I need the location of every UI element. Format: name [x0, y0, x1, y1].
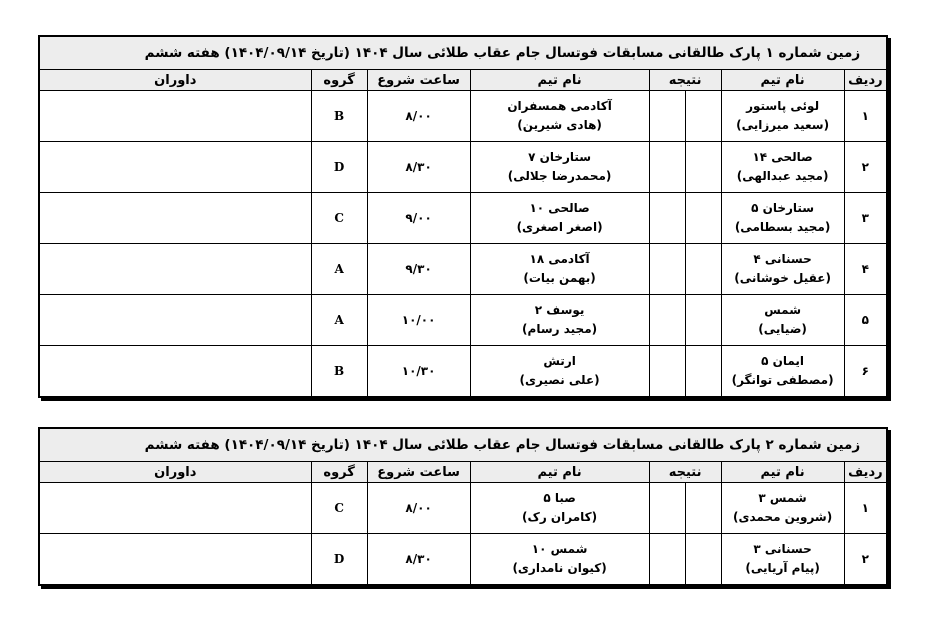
row-number: ۱ [844, 91, 887, 142]
team-a-cell [721, 193, 844, 244]
result-b-cell [649, 193, 685, 244]
table-row [39, 91, 887, 142]
header-team-name: نام تیم [721, 70, 844, 91]
team-a-name: شمس [764, 303, 801, 317]
header-referees: داوران [39, 70, 311, 91]
team-b-coach: (علی نصیری) [519, 372, 600, 387]
team-a-coach: (ضیایی) [758, 322, 807, 336]
header-team-name: نام تیم [721, 462, 844, 483]
group-cell: C [311, 483, 367, 534]
table-row [39, 142, 887, 193]
row-number: ۲ [844, 142, 887, 193]
group-cell: A [311, 244, 367, 295]
table-title: زمین شماره ۲ پارک طالقانی مسابقات فوتسال جام عقاب طلائی سال ۱۴۰۴ (تاریخ ۱۴۰۴/۰۹/۱۴) هفته ششم [39, 428, 887, 462]
row-number: ۱ [844, 483, 887, 534]
referees-cell [39, 244, 311, 295]
team-b-coach: (هادی شیرین) [517, 118, 602, 132]
team-a-cell [721, 244, 844, 295]
header-team-name: نام تیم [470, 70, 649, 91]
team-a-name: لوئی پاستور [746, 99, 820, 113]
team-b-cell [470, 244, 649, 295]
team-a-coach: (مجید عبدالهی) [736, 169, 829, 183]
team-a-coach: (پیام آریایی) [745, 560, 820, 575]
team-a-cell [721, 534, 844, 585]
team-a-cell [721, 483, 844, 534]
table-title: زمین شماره ۱ پارک طالقانی مسابقات فوتسال جام عقاب طلائی سال ۱۴۰۴ (تاریخ ۱۴۰۴/۰۹/۱۴) هفته ششم [39, 36, 887, 70]
referees-cell [39, 483, 311, 534]
team-b-coach: (کامران رک) [522, 510, 598, 524]
start-time-cell: ۸/۰۰ [367, 91, 470, 142]
team-a-coach: (مصطفی توانگر) [731, 372, 834, 387]
start-time-cell: ۸/۰۰ [367, 483, 470, 534]
group-cell: B [311, 91, 367, 142]
team-b-name: آکادمی ۱۸ [529, 252, 590, 266]
row-number: ۶ [844, 346, 887, 397]
team-b-name: آکادمی همسفران [507, 99, 612, 113]
result-b-cell [649, 534, 685, 585]
result-a-cell [685, 483, 721, 534]
result-a-cell [685, 142, 721, 193]
table-row [39, 534, 887, 585]
referees-cell [39, 346, 311, 397]
header-row-number: ردیف [844, 70, 887, 91]
result-b-cell [649, 295, 685, 346]
row-number: ۳ [844, 193, 887, 244]
team-a-name: ایمان ۵ [761, 353, 805, 368]
team-a-cell [721, 346, 844, 397]
result-a-cell [685, 244, 721, 295]
table-row [39, 244, 887, 295]
header-referees: داوران [39, 462, 311, 483]
group-cell: D [311, 142, 367, 193]
row-number: ۲ [844, 534, 887, 585]
team-a-coach: (عقیل خوشانی) [734, 271, 831, 285]
result-a-cell [685, 346, 721, 397]
team-b-name: یوسف ۲ [534, 303, 585, 317]
team-b-name: ارتش [543, 353, 576, 368]
team-a-name: ستارخان ۵ [751, 201, 815, 215]
header-start-time: ساعت شروع [367, 70, 470, 91]
header-start-time: ساعت شروع [367, 462, 470, 483]
team-a-name: شمس ۳ [758, 491, 807, 505]
header-group: گروه [311, 70, 367, 91]
group-cell: A [311, 295, 367, 346]
start-time-cell: ۱۰/۳۰ [367, 346, 470, 397]
header-team-name: نام تیم [470, 462, 649, 483]
result-a-cell [685, 91, 721, 142]
field-1-schedule-table [38, 35, 888, 398]
header-result: نتیجه [649, 70, 721, 91]
team-b-coach: (بهمن بیات) [523, 271, 596, 285]
referees-cell [39, 534, 311, 585]
team-b-name: ستارخان ۷ [528, 150, 592, 164]
result-a-cell [685, 193, 721, 244]
result-b-cell [649, 244, 685, 295]
team-b-name: صبا ۵ [543, 491, 576, 505]
result-b-cell [649, 483, 685, 534]
group-cell: B [311, 346, 367, 397]
team-b-cell [470, 346, 649, 397]
header-result: نتیجه [649, 462, 721, 483]
start-time-cell: ۹/۰۰ [367, 193, 470, 244]
header-row-number: ردیف [844, 462, 887, 483]
team-b-cell [470, 534, 649, 585]
referees-cell [39, 193, 311, 244]
row-number: ۵ [844, 295, 887, 346]
table-row [39, 295, 887, 346]
team-b-cell [470, 295, 649, 346]
result-a-cell [685, 295, 721, 346]
team-b-cell [470, 483, 649, 534]
start-time-cell: ۱۰/۰۰ [367, 295, 470, 346]
referees-cell [39, 295, 311, 346]
result-b-cell [649, 346, 685, 397]
team-a-cell [721, 142, 844, 193]
table-row [39, 346, 887, 397]
result-a-cell [685, 534, 721, 585]
team-a-name: حسنانی ۴ [753, 252, 812, 266]
team-a-coach: (سعید میرزایی) [736, 118, 830, 132]
referees-cell [39, 91, 311, 142]
result-b-cell [649, 142, 685, 193]
team-a-cell [721, 91, 844, 142]
team-a-name: حسنانی ۳ [753, 541, 812, 556]
team-b-cell [470, 142, 649, 193]
team-a-coach: (شروین محمدی) [732, 510, 833, 524]
result-b-cell [649, 91, 685, 142]
group-cell: C [311, 193, 367, 244]
team-b-cell [470, 193, 649, 244]
referees-cell [39, 142, 311, 193]
table-row [39, 193, 887, 244]
header-group: گروه [311, 462, 367, 483]
start-time-cell: ۹/۳۰ [367, 244, 470, 295]
team-b-cell [470, 91, 649, 142]
field-2-schedule-table [38, 427, 888, 586]
group-cell: D [311, 534, 367, 585]
start-time-cell: ۸/۳۰ [367, 142, 470, 193]
row-number: ۴ [844, 244, 887, 295]
start-time-cell: ۸/۳۰ [367, 534, 470, 585]
table-row [39, 483, 887, 534]
team-b-coach: (محمدرضا جلالی) [507, 169, 612, 183]
team-a-cell [721, 295, 844, 346]
team-a-name: صالحی ۱۴ [752, 150, 813, 164]
team-b-coach: (کیوان نامداری) [512, 560, 607, 575]
team-b-name: شمس ۱۰ [531, 541, 588, 556]
team-b-name: صالحی ۱۰ [529, 201, 590, 215]
team-a-coach: (مجید بسطامی) [734, 220, 831, 234]
team-b-coach: (اصغر اصغری) [516, 220, 603, 234]
team-b-coach: (مجید رسام) [522, 322, 598, 336]
